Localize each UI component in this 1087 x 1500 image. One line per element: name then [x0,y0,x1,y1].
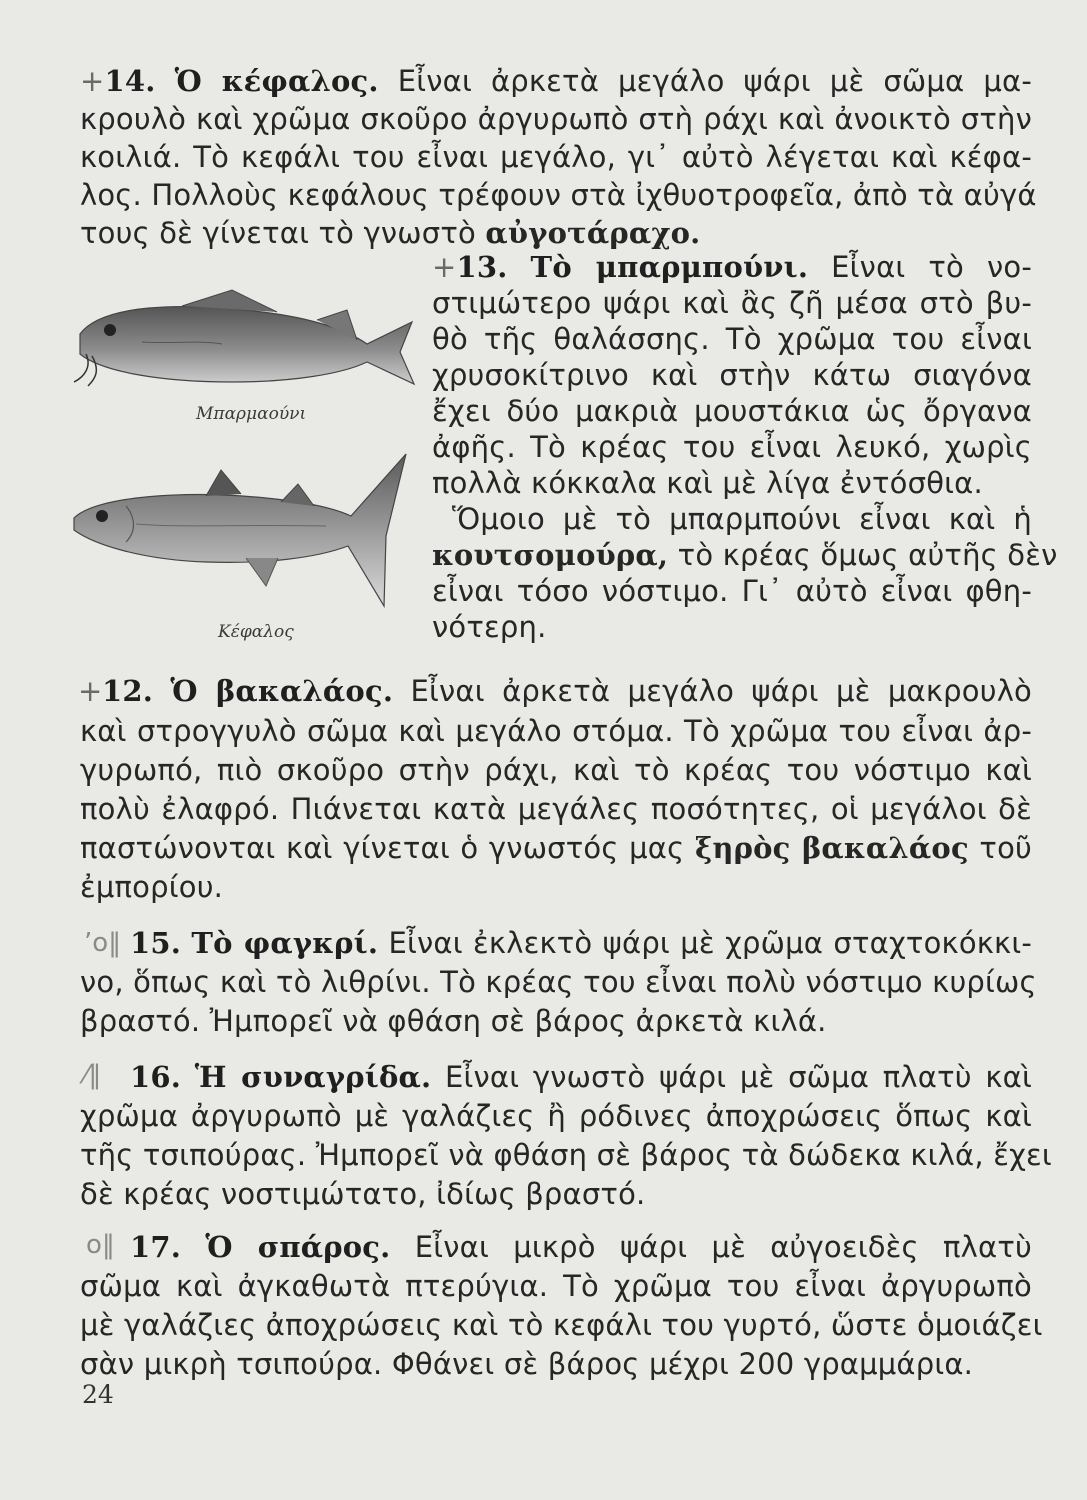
pencil-mark-17: o‖ [86,1230,115,1260]
section-15-line-2: νο, ὅπως καὶ τὸ λιθρίνι. Τὸ κρέας του εἶναι πολὺ νόστιμο κυρίως [80,965,1037,999]
section-15-title: Τὸ φαγκρί. [191,926,379,960]
koutsomoura-term: κουτσομούρα, [432,538,669,572]
xiros-bakalaos-term: ξηρὸς βακαλάος [694,831,969,865]
section-12-line-6: ἐμπορίου. [80,870,224,904]
section-14-line-4: λος. Πολλοὺς κεφάλους τρέφουν στὰ ἰχθυοτροφεῖα, ἀπὸ τὰ αὐγά [80,178,1037,212]
section-13-line-9: κουτσομούρα, τὸ κρέας ὅμως αὐτῆς δὲν [432,538,1058,572]
section-13-line-3: θὸ τῆς θαλάσσης. Τὸ χρῶμα του εἶναι [432,322,1032,356]
section-13-line-2: στιμώτερο ψάρι καὶ ἂς ζῆ μέσα στὸ βυ- [432,286,1032,320]
section-14-line-2: κρουλὸ καὶ χρῶμα σκοῦρο ἀργυρωπὸ στὴ ράχι καὶ ἀνοικτὸ στὴν [80,102,1032,136]
section-14-line-5: τους δὲ γίνεται τὸ γνωστὸ αὐγοτάραχο. [80,216,701,250]
section-13-line-5: ἔχει δύο μακριὰ μουστάκια ὡς ὄργανα [432,394,1032,428]
pencil-mark-16: ⁄‖ [84,1060,102,1090]
barbouni-illustration [62,282,422,402]
section-14-line-3: κοιλιά. Τὸ κεφάλι του εἶναι μεγάλο, γι᾿ αὐτὸ λέγεται καὶ κέφα- [80,140,1032,174]
section-13-line-6: ἀφῆς. Τὸ κρέας του εἶναι λευκό, χωρὶς [432,430,1032,464]
section-13-title: Τὸ μπαρμπούνι. [530,250,809,284]
section-16-line-2: χρῶμα ἀργυρωπὸ μὲ γαλάζιες ἢ ρόδινες ἀποχρώσεις ὅπως καὶ [80,1099,1032,1133]
section-17-line-3: μὲ γαλάζιες ἀποχρώσεις καὶ τὸ κεφάλι του γυρτό, ὥστε ὁμοιάζει [80,1308,1043,1342]
section-17-line-4: σὰν μικρὴ τσιπούρα. Φθάνει σὲ βάρος μέχρι 200 γραμμάρια. [80,1347,974,1381]
section-16-line-1: 16. Ἡ συναγρίδα. Εἶναι γνωστὸ ψάρι μὲ σῶμα πλατὺ καὶ [130,1060,1033,1094]
section-14-number: 14. [104,64,156,98]
section-12-line-4: πολὺ ἐλαφρό. Πιάνεται κατὰ μεγάλες ποσότητες, οἱ μεγάλοι δὲ [80,792,1032,826]
section-14-line-1: +14. Ὁ κέφαλος. Εἶναι ἀρκετὰ μεγάλο ψάρι μὲ σῶμα μα- [80,64,1032,98]
section-13-line-7: πολλὰ κόκκαλα καὶ μὲ λίγα ἐντόσθια. [432,466,983,500]
kefalos-caption: Κέφαλος [218,622,294,642]
section-13-line-1: +13. Τὸ μπαρμπούνι. Εἶναι τὸ νο- [432,250,1032,284]
section-14-title: Ὁ κέφαλος. [174,64,379,98]
section-12-number: 12. [102,674,154,708]
section-12-line-2: καὶ στρογγυλὸ σῶμα καὶ μεγάλο στόμα. Τὸ χρῶμα του εἶναι ἀρ- [80,714,1032,748]
section-15-line-3: βραστό. Ἠμπορεῖ νὰ φθάση σὲ βάρος ἀρκετὰ κιλά. [80,1004,827,1038]
section-13-line-10: εἶναι τόσο νόστιμο. Γι᾿ αὐτὸ εἶναι φθη- [432,574,1032,608]
section-17-title: Ὁ σπάρος. [205,1230,391,1264]
kefalos-illustration [66,446,426,616]
section-16-line-4: δὲ κρέας νοστιμώτατο, ἰδίως βραστό. [80,1177,646,1211]
section-13-line-8: Ὅμοιο μὲ τὸ μπαρμπούνι εἶναι καὶ ἡ [452,502,1032,536]
avgotaraho-term: αὐγοτάραχο. [485,216,701,250]
section-12-line-3: γυρωπό, πιὸ σκοῦρο στὴν ράχι, καὶ τὸ κρέας του νόστιμο καὶ [80,753,1032,787]
section-12-line-5: παστώνονται καὶ γίνεται ὁ γνωστός μας ξηρὸς βακαλάος τοῦ [80,831,1032,865]
section-12-title: Ὁ βακαλάος. [170,674,394,708]
section-13-line-11: νότερη. [432,610,547,644]
page-number: 24 [82,1380,114,1409]
section-16-number: 16. [130,1060,182,1094]
section-16-line-3: τῆς τσιπούρας. Ἠμπορεῖ νὰ φθάση σὲ βάρος τὰ δώδεκα κιλά, ἔχει [80,1138,1052,1172]
section-15-number: 15. [130,926,182,960]
section-17-number: 17. [130,1230,182,1264]
section-17-line-2: σῶμα καὶ ἀγκαθωτὰ πτερύγια. Τὸ χρῶμα του εἶναι ἀργυρωπὸ [80,1269,1032,1303]
section-12-line-1: + 12. Ὁ βακαλάος. Εἶναι ἀρκετὰ μεγάλο ψάρι μὲ μακρουλὸ [78,674,1032,708]
section-15-line-1: 15. Τὸ φαγκρί. Εἶναι ἐκλεκτὸ ψάρι μὲ χρῶμα σταχτοκόκκι- [130,926,1033,960]
barbouni-caption: Μπαρμαούνι [196,404,307,424]
section-13-line-4: χρυσοκίτρινο καὶ στὴν κάτω σιαγόνα [432,358,1032,392]
section-16-title: Ἡ συναγρίδα. [194,1060,432,1094]
section-17-line-1: 17. Ὁ σπάρος. Εἶναι μικρὸ ψάρι μὲ αὐγοειδὲς πλατὺ [130,1230,1032,1264]
section-13-number: 13. [456,250,508,284]
pencil-mark-15: ’o‖ [84,928,122,958]
